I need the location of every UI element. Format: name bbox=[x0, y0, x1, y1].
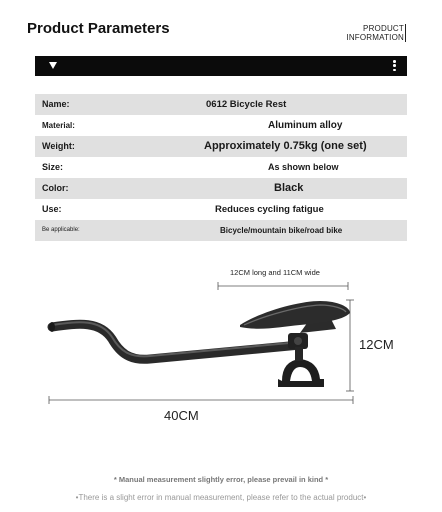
pad-size-label: 12CM long and 11CM wide bbox=[230, 268, 320, 277]
page-header bbox=[0, 0, 442, 52]
param-label: Size: bbox=[42, 162, 64, 172]
param-row-size bbox=[35, 157, 407, 178]
param-label: Be applicable: bbox=[42, 227, 80, 233]
product-dimension-figure bbox=[0, 255, 442, 455]
param-row-use bbox=[35, 199, 407, 220]
param-value: Black bbox=[274, 182, 304, 194]
param-label: Use: bbox=[42, 204, 62, 214]
param-value: Bicycle/mountain bike/road bike bbox=[220, 226, 343, 235]
triangle-down-icon bbox=[49, 62, 57, 69]
param-label: Name: bbox=[42, 99, 70, 109]
param-label: Weight: bbox=[42, 141, 75, 151]
product-information-label bbox=[346, 24, 404, 42]
info-line-2: INFORMATION bbox=[346, 33, 404, 42]
bicycle-rest-illustration bbox=[0, 255, 442, 455]
measurement-note-secondary: •There is a slight error in manual measurement, please refer to the actual product• bbox=[75, 493, 367, 502]
section-bar bbox=[35, 56, 407, 76]
param-value: Aluminum alloy bbox=[268, 120, 343, 131]
param-row-applicable bbox=[35, 220, 407, 241]
page-title: Product Parameters bbox=[27, 20, 170, 37]
param-row-weight bbox=[35, 136, 407, 157]
param-value: As shown below bbox=[268, 162, 339, 172]
height-label: 12CM bbox=[359, 337, 394, 352]
param-row-color bbox=[35, 178, 407, 199]
param-row-material bbox=[35, 115, 407, 136]
measurement-note: * Manual measurement slightly error, please prevail in kind * bbox=[113, 475, 329, 484]
param-value: 0612 Bicycle Rest bbox=[206, 99, 287, 110]
parameters-table bbox=[35, 94, 407, 241]
info-line-1: PRODUCT bbox=[363, 24, 404, 33]
param-row-name bbox=[35, 94, 407, 115]
param-label: Material: bbox=[42, 121, 75, 130]
param-value: Reduces cycling fatigue bbox=[215, 204, 324, 215]
info-divider bbox=[405, 24, 407, 42]
length-label: 40CM bbox=[164, 408, 199, 423]
param-value: Approximately 0.75kg (one set) bbox=[204, 140, 367, 152]
vertical-dots-icon bbox=[393, 60, 396, 73]
param-label: Color: bbox=[42, 183, 69, 193]
